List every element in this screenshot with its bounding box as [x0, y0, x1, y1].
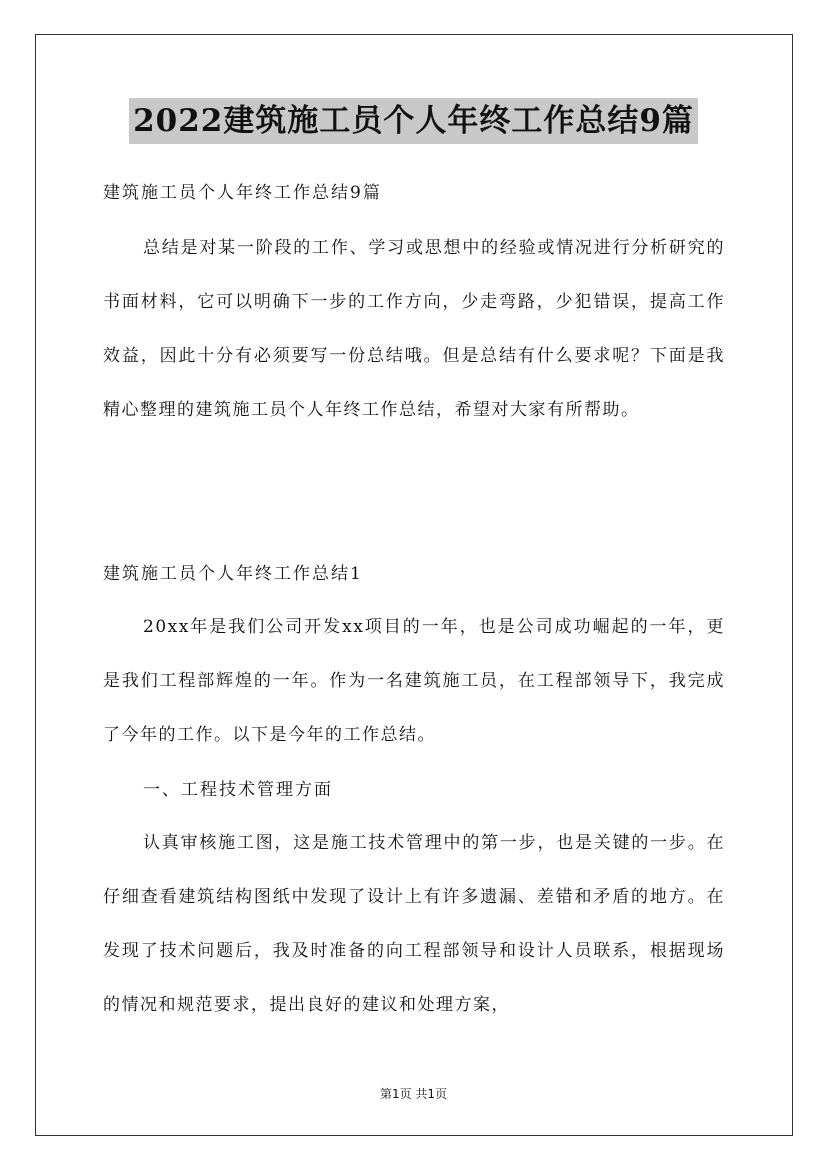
page-footer: 第1页 共1页	[379, 1087, 448, 1101]
intro-paragraph: 总结是对某一阶段的工作、学习或思想中的经验或情况进行分析研究的书面材料，它可以明确下一步的工作方向，少走弯路，少犯错误，提高工作效益，因此十分有必须要写一份总结哦。但是总结有什么要求呢？下面是我精心整理的建筑施工员个人年终工作总结，希望对大家有所帮助。	[103, 238, 725, 420]
section1-paragraph-2: 认真审核施工图，这是施工技术管理中的第一步，也是关键的一步。在仔细查看建筑结构图纸中发现了设计上有许多遗漏、差错和矛盾的地方。在发现了技术问题后，我及时准备的向工程部领导和设计人员联系，根据现场的情况和规范要求，提出良好的建议和处理方案，	[103, 833, 725, 1015]
subtitle: 建筑施工员个人年终工作总结9篇	[103, 183, 382, 203]
document-title-wrap	[0, 98, 827, 144]
document-title: 2022建筑施工员个人年终工作总结9篇	[129, 98, 698, 144]
section-heading-1: 建筑施工员个人年终工作总结1	[103, 564, 363, 584]
section1-item-1: 一、工程技术管理方面	[143, 780, 333, 800]
section1-paragraph-1: 20xx年是我们公司开发xx项目的一年，也是公司成功崛起的一年，更是我们工程部辉煌的一年。作为一名建筑施工员，在工程部领导下，我完成了今年的工作。以下是今年的工作总结。	[103, 617, 725, 745]
